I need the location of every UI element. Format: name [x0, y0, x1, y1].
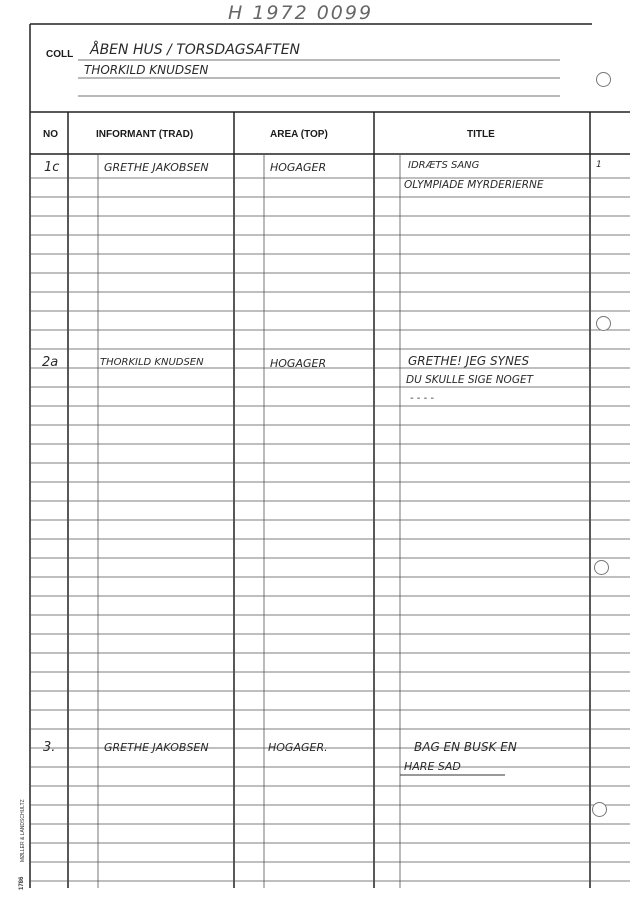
coll-line-2: THORKILD KNUDSEN: [84, 63, 209, 77]
entry-no: 2a: [42, 355, 59, 370]
entry-informant: GRETHE JAKOBSEN: [104, 161, 209, 174]
punch-hole: [594, 560, 609, 575]
column-header-no: NO: [43, 129, 58, 140]
archive-number: H 1972 0099: [228, 2, 374, 24]
punch-hole: [592, 802, 607, 817]
column-header-area: AREA (TOP): [270, 129, 328, 140]
punch-hole: [596, 72, 611, 87]
entry-area: HOGAGER.: [268, 741, 328, 754]
entry-no: 3.: [43, 740, 56, 755]
entry-title-line: HARE SAD: [404, 760, 461, 773]
column-header-informant: INFORMANT (TRAD): [96, 129, 194, 140]
entry-no: 1c: [44, 160, 60, 175]
entry-edge-mark: 1: [596, 160, 602, 170]
entry-title-line: IDRÆTS SANG: [408, 160, 480, 171]
entry-title-line: OLYMPIADE MYRDERIERNE: [404, 179, 544, 191]
entry-title-line: GRETHE! JEG SYNES: [408, 354, 530, 368]
entry-area: HOGAGER: [270, 357, 327, 370]
entry-informant: THORKILD KNUDSEN: [100, 357, 204, 368]
entry-informant: GRETHE JAKOBSEN: [104, 741, 209, 754]
coll-label: COLL: [46, 49, 74, 60]
column-header-title: TITLE: [467, 129, 495, 140]
entry-area: HOGAGER: [270, 161, 327, 174]
entry-title-line: - - - -: [410, 393, 434, 404]
entry-title-line: BAG EN BUSK EN: [414, 740, 517, 754]
coll-line-1: ÅBEN HUS / TORSDAGSAFTEN: [90, 42, 301, 58]
entry-title-line: DU SKULLE SIGE NOGET: [406, 374, 534, 386]
printer-imprint: MØLLER & LANDSCHULTZ: [20, 799, 26, 862]
punch-hole: [596, 316, 611, 331]
form-number: 1786: [19, 876, 25, 890]
